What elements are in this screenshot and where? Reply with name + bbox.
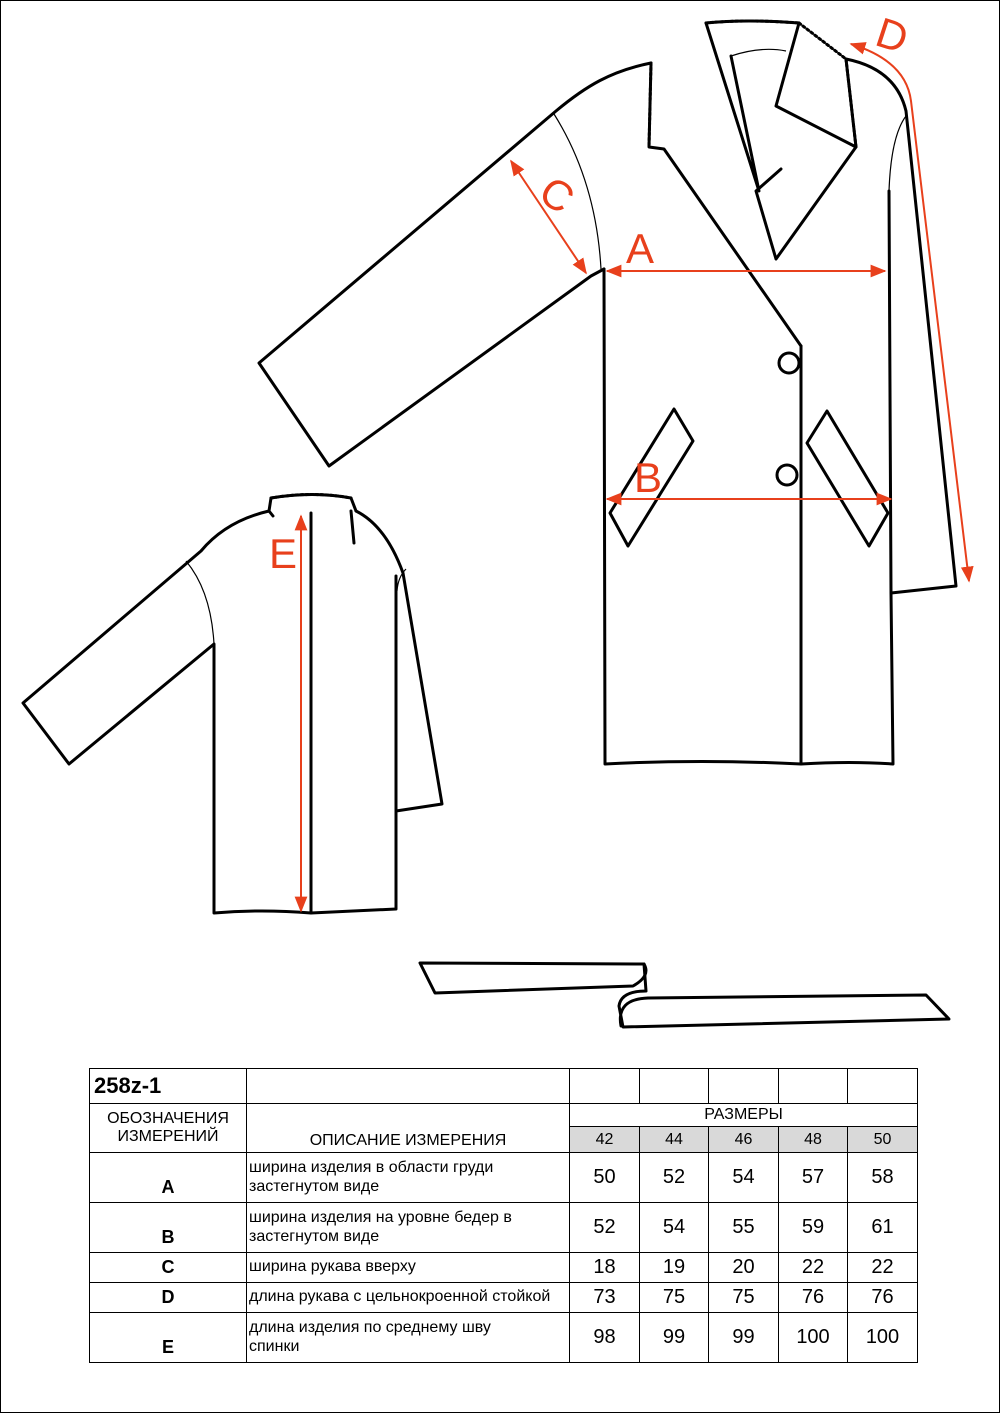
model-number: 258z-1 (90, 1069, 247, 1104)
table-model-row (90, 1069, 918, 1104)
table-cell: 55 (709, 1203, 779, 1253)
table-cell: 20 (709, 1253, 779, 1283)
size-48: 48 (779, 1127, 848, 1153)
front-lapel-right (756, 147, 856, 259)
table-cell: 61 (848, 1203, 918, 1253)
table-cell: 76 (779, 1283, 848, 1313)
measurement-code: B (90, 1203, 247, 1253)
table-row (90, 1253, 918, 1283)
size-44: 44 (640, 1127, 709, 1153)
table-cell: 75 (709, 1283, 779, 1313)
back-dimensions (269, 516, 301, 911)
measurement-description: ширина изделия в области груди застегнутом виде (247, 1153, 570, 1203)
front-left-sleeve (259, 63, 651, 466)
dim-label-e: E (269, 530, 298, 577)
belt-tail (619, 964, 949, 1027)
dim-label-b: B (634, 454, 663, 501)
table-cell: 52 (570, 1203, 640, 1253)
table-row (90, 1203, 918, 1253)
back-left-armhole-seam (186, 561, 214, 644)
front-button-bottom (777, 465, 797, 485)
table-cell: 19 (640, 1253, 709, 1283)
front-right-armhole-seam (889, 116, 906, 191)
size-46: 46 (709, 1127, 779, 1153)
measurement-description: длина рукава с цельнокроенной стойкой (247, 1283, 570, 1313)
table-cell: 22 (779, 1253, 848, 1283)
measurement-code: A (90, 1153, 247, 1203)
measurement-code: C (90, 1253, 247, 1283)
dim-label-c: C (531, 166, 583, 223)
size-50: 50 (848, 1127, 918, 1153)
front-collar-stand (731, 49, 786, 56)
size-spec-table (89, 1068, 918, 1363)
dim-label-a: A (626, 225, 655, 272)
table-cell: 98 (570, 1313, 640, 1363)
belt (420, 963, 949, 1027)
back-view (23, 495, 442, 914)
header-description: ОПИСАНИЕ ИЗМЕРЕНИЯ (247, 1104, 570, 1153)
dim-line-d (851, 44, 969, 581)
measurement-description: длина изделия по среднему шву спинки (247, 1313, 570, 1363)
header-measurement-codes: ОБОЗНАЧЕНИЯ ИЗМЕРЕНИЙ (90, 1104, 247, 1153)
table-row (90, 1313, 918, 1363)
measurement-description: ширина изделия на уровне бедер в застегнутом виде (247, 1203, 570, 1253)
table-cell: 58 (848, 1153, 918, 1203)
belt-outline (420, 963, 646, 993)
front-collar-fur-trim (649, 21, 856, 147)
header-sizes: РАЗМЕРЫ (570, 1104, 918, 1127)
measurement-code: E (90, 1313, 247, 1363)
size-42: 42 (570, 1127, 640, 1153)
table-cell: 54 (640, 1203, 709, 1253)
dim-label-d: D (870, 8, 914, 63)
table-cell: 50 (570, 1153, 640, 1203)
table-cell: 100 (848, 1313, 918, 1363)
table-cell: 76 (848, 1283, 918, 1313)
table-cell: 52 (640, 1153, 709, 1203)
table-cell: 22 (848, 1253, 918, 1283)
front-view (259, 21, 956, 764)
table-cell: 18 (570, 1253, 640, 1283)
table-cell: 57 (779, 1153, 848, 1203)
back-body-outline (23, 511, 442, 913)
table-row (90, 1283, 918, 1313)
garment-technical-drawing (1, 1, 1000, 1061)
table-cell: 59 (779, 1203, 848, 1253)
table-cell: 73 (570, 1283, 640, 1313)
table-cell: 75 (640, 1283, 709, 1313)
table-cell: 99 (640, 1313, 709, 1363)
table-cell: 99 (709, 1313, 779, 1363)
front-pocket-right (807, 411, 888, 546)
table-cell: 100 (779, 1313, 848, 1363)
table-row (90, 1153, 918, 1203)
front-right-sleeve (846, 59, 956, 593)
front-button-top (779, 353, 799, 373)
measurement-code: D (90, 1283, 247, 1313)
table-cell: 54 (709, 1153, 779, 1203)
front-collar (706, 21, 856, 191)
measurement-description: ширина рукава вверху (247, 1253, 570, 1283)
table-header-row (90, 1104, 918, 1127)
